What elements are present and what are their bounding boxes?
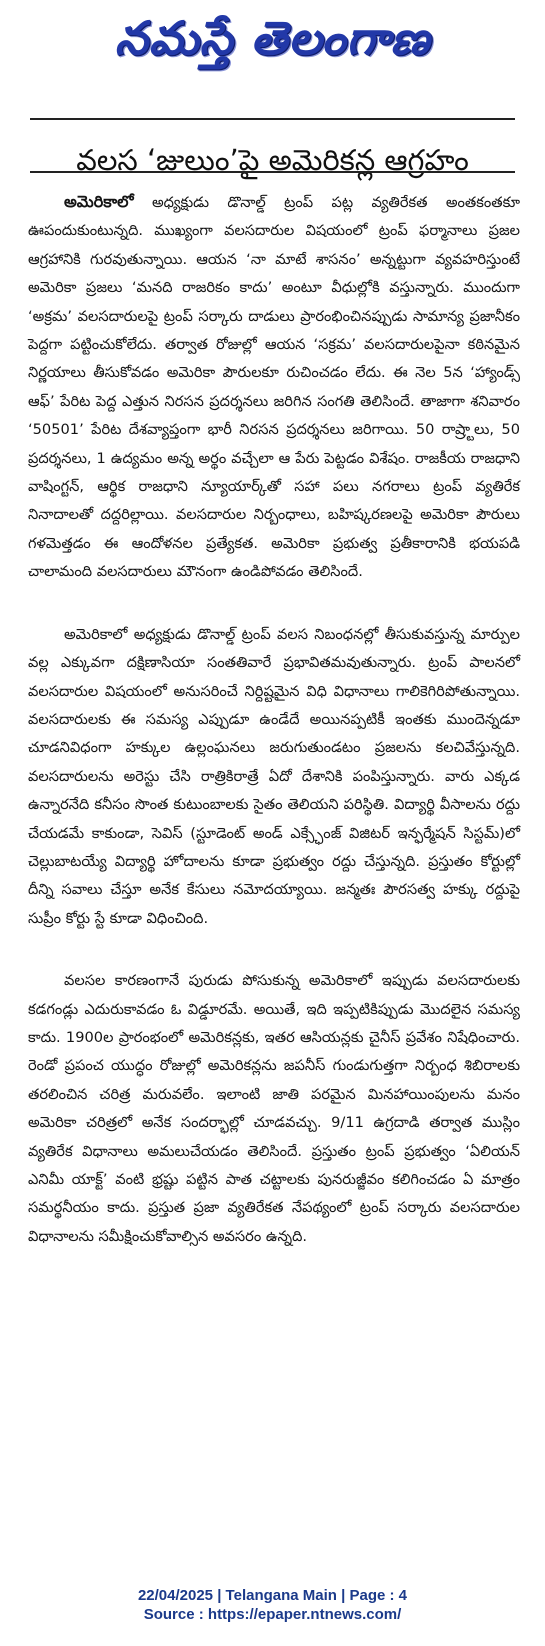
masthead-logo-text: నమస్తే తెలంగాణ [114, 11, 431, 65]
article-dateline: అమెరికాలో [64, 192, 134, 211]
article-body [28, 188, 520, 1285]
article-paragraph-1 [28, 188, 520, 587]
paragraph-1-text: అధ్యక్షుడు డొనాల్డ్ ట్రంప్ పట్ల వ్యతిరేకత అంతకంతకూ ఊపందుకుంటున్నది. ముఖ్యంగా వలసదారుల విషయంలో ట్రంప్ ఫర్మానాలు ప్రజల ఆగ్రహానికి గురవుతున్నాయి. ఆయన ‘నా మాటే శాసనం’ అన్నట్టుగా వ్యవహరిస్తుంటే అమెరికా ప్రజలు ‘మనది రాజరికం కాదు’ అంటూ వీధుల్లోకి వస్తున్నారు. ముందుగా ‘అక్రమ’ వలసదారులపై ట్రంప్ సర్కారు దాడులు ప్రారంభించినప్పుడు సామాన్య ప్రజానీకం పెద్దగా పట్టించుకోలేదు. తర్వాత రోజుల్లో ఆయన ‘సక్రమ’ వలసదారులపైనా కఠినమైన నిర్ణయాలు తీసుకోవడం అమెరికా పౌరులకూ రుచించడం లేదు. ఈ నెల 5న ‘హ్యాండ్స్ ఆఫ్’ పేరిట పెద్ద ఎత్తున నిరసన ప్రదర్శనలు జరిగిన సంగతి తెలిసిందే. తాజాగా శనివారం ‘50501’ పేరిట దేశవ్యాప్తంగా భారీ నిరసన ప్రదర్శనలు జరిగాయి. 50 రాష్ర్టాలు, 50 ప్రదర్శనలు, 1 ఉద్యమం అన్న అర్థం వచ్చేలా ఆ పేరు పెట్టడం విశేషం. రాజకీయ రాజధాని వాషింగ్టన్, ఆర్థిక రాజధాని న్యూయార్క్‌తో సహా పలు నగరాలు ట్రంప్ వ్యతిరేక నినాదాలతో దద్దరిల్లాయి. వలసదారుల నిర్బంధాలు, బహిష్కరణలపై అమెరికా పౌరులు గళమెత్తడం ఈ ఆందోళనల ప్రత్యేకత. అమెరికా ప్రభుత్వ ప్రతీకారానికి భయపడి చాలామంది వలసదారులు మౌనంగా ఉండిపోవడం తెలిసిందే. [28, 194, 520, 581]
newspaper-masthead [0, 4, 545, 84]
page-footer [0, 1586, 545, 1624]
headline-bottom-rule [30, 171, 515, 173]
article-paragraph-3: వలసల కారణంగానే పురుడు పోసుకున్న అమెరికాలో ఇప్పుడు వలసదారులకు కడగండ్లు ఎదురుకావడం ఓ విడ్డూరమే. అయితే, ఇది ఇప్పటికిప్పుడు మొదలైన సమస్య కాదు. 1900ల ప్రారంభంలో అమెరికన్లకు, ఇతర ఆసియన్లకు చైనీస్ ప్రవేశం నిషేధించారు. రెండో ప్రపంచ యుద్ధం రోజుల్లో అమెరికన్లను జపనీస్ గుండుగుత్తగా నిర్బంధ శిబిరాలకు తరలించిన చరిత్ర మరువలేం. ఇలాంటి జాతి పరమైన మినహాయింపులను మనం అమెరికా చరిత్రలో అనేక సందర్భాల్లో చూడవచ్చు. 9/11 ఉగ్రదాడి తర్వాత ముస్లిం వ్యతిరేక విధానాలు అమలుచేయడం తెలిసిందే. ప్రస్తుతం ట్రంప్ ప్రభుత్వం ‘ఏలియన్ ఎనిమీ యాక్ట్’ వంటి భ్రష్టు పట్టిన పాత చట్టాలకు పునరుజ్జీవం కలిగించడం ఏ మాత్రం సమర్థనీయం కాదు. ప్రస్తుత ప్రజా వ్యతిరేకత నేపథ్యంలో ట్రంప్ సర్కారు వలసదారుల విధానాలను సమీక్షించుకోవాల్సిన అవసరం ఉన్నది. [28, 972, 520, 1245]
edition-info: 22/04/2025 | Telangana Main | Page : 4 [137, 1587, 408, 1604]
article-paragraph-2: అమెరికాలో అధ్యక్షుడు డొనాల్డ్ ట్రంప్ వలస నిబంధనల్లో తీసుకువస్తున్న మార్పుల వల్ల ఎక్కువగా దక్షిణాసియా సంతతివారే ప్రభావితమవుతున్నారు. ట్రంప్ పాలనలో వలసదారుల విషయంలో అనుసరించే నిర్దిష్టమైన విధి విధానాలు గాలికెగిరిపోతున్నాయి. వలసదారులకు ఈ సమస్య ఎప్పుడూ ఉండేదే అయినప్పటికీ ఇంతకు ముందెన్నడూ చూడనివిధంగా హక్కుల ఉల్లంఘనలు జరుగుతుండటం ప్రజలను కలచివేస్తున్నది. వలసదారులను అరెస్టు చేసి రాత్రికిరాత్రే ఏదో దేశానికి పంపిస్తున్నారు. వారు ఎక్కడ ఉన్నారనేది కనీసం సొంత కుటుంబాలకు సైతం తెలియని పరిస్థితి. విద్యార్థి వీసాలను రద్దు చేయడమే కాకుండా, సెవిస్ (స్టూడెంట్ అండ్ ఎక్స్ఛేంజ్ విజిటర్ ఇన్ఫర్మేషన్ సిస్టమ్)లో చెల్లుబాటయ్యే విద్యార్థి హోదాలను కూడా ప్రభుత్వం రద్దు చేస్తున్నది. ప్రస్తుతం కోర్టుల్లో దీన్ని సవాలు చేస్తూ అనేక కేసులు నమోదయ్యాయి. జన్మతః పౌరసత్వ హక్కు రద్దుపై సుప్రీం కోర్టు స్టే కూడా విధించింది. [28, 625, 520, 927]
source-link[interactable]: Source : https://epaper.ntnews.com/ [143, 1606, 402, 1623]
article-headline: వలస ‘జులుం’పై అమెరికన్ల ఆగ్రహం [76, 143, 469, 178]
headline-top-rule [30, 118, 515, 120]
